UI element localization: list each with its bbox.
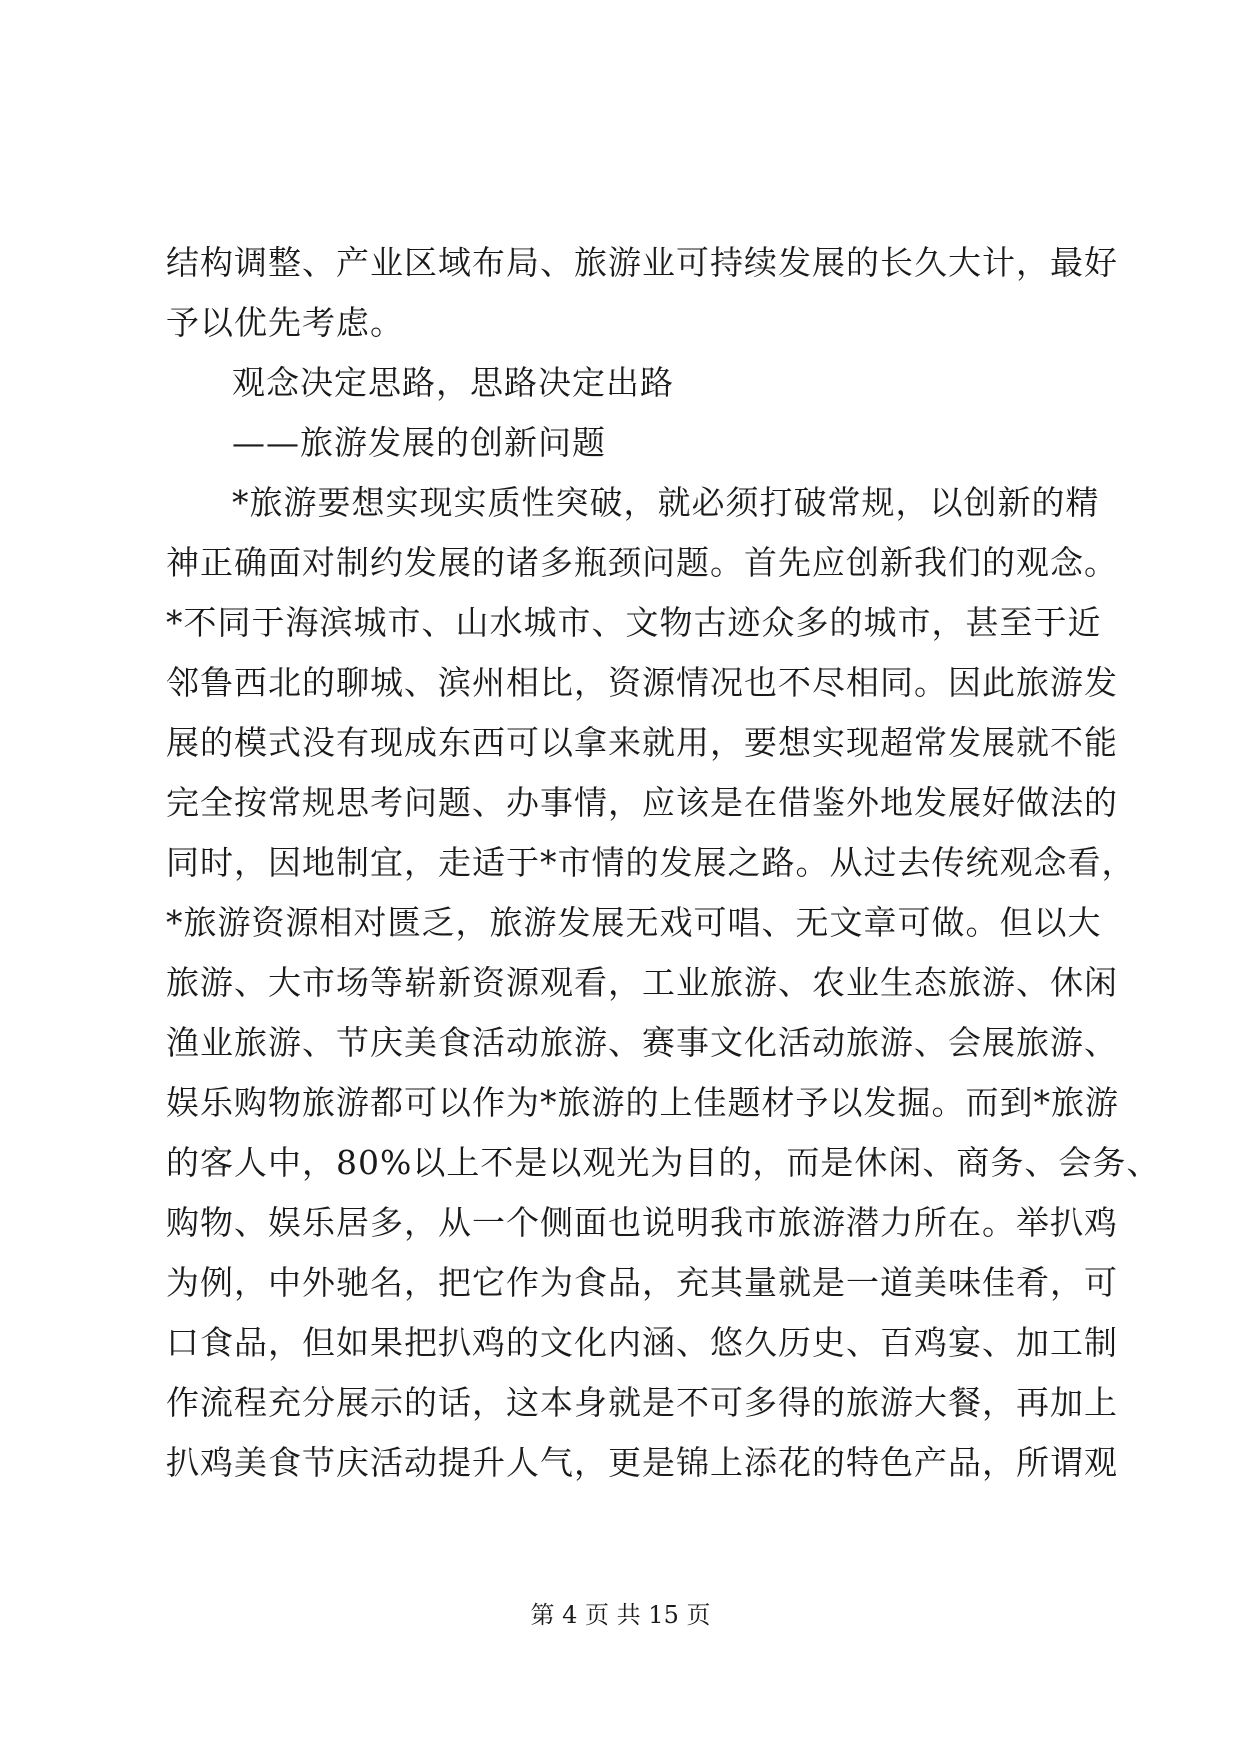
text-line: *不同于海滨城市、山水城市、文物古迹众多的城市，甚至于近 [166,603,1102,642]
text-line: 扒鸡美食节庆活动提升人气，更是锦上添花的特色产品，所谓观 [166,1443,1118,1482]
text-line: 渔业旅游、节庆美食活动旅游、赛事文化活动旅游、会展旅游、 [166,1023,1118,1062]
text-line: 购物、娱乐居多，从一个侧面也说明我市旅游潜力所在。举扒鸡 [166,1203,1118,1242]
text-line: 邻鲁西北的聊城、滨州相比，资源情况也不尽相同。因此旅游发 [166,663,1118,702]
text-line: 予以优先考虑。 [166,303,404,342]
text-line: 同时，因地制宜，走适于*市情的发展之路。从过去传统观念看， [166,843,1136,882]
text-line: 口食品，但如果把扒鸡的文化内涵、悠久历史、百鸡宴、加工制 [166,1323,1118,1362]
text-line: 完全按常规思考问题、办事情，应该是在借鉴外地发展好做法的 [166,783,1118,822]
text-line: *旅游资源相对匮乏，旅游发展无戏可唱、无文章可做。但以大 [166,903,1102,942]
text-line: 娱乐购物旅游都可以作为*旅游的上佳题材予以发掘。而到*旅游 [166,1083,1119,1122]
text-line: 为例，中外驰名，把它作为食品，充其量就是一道美味佳肴，可 [166,1263,1118,1302]
section-subheading: ——旅游发展的创新问题 [232,423,606,462]
page-footer [0,1600,1241,1630]
section-heading: 观念决定思路，思路决定出路 [232,363,674,402]
text-line: 的客人中，80%以上不是以观光为目的，而是休闲、商务、会务、 [166,1143,1161,1182]
paragraph-first-line: *旅游要想实现实质性突破，就必须打破常规，以创新的精 [232,483,1100,522]
text-line: 结构调整、产业区域布局、旅游业可持续发展的长久大计，最好 [166,243,1118,282]
text-line: 神正确面对制约发展的诸多瓶颈问题。首先应创新我们的观念。 [166,543,1118,582]
page-number-label: 第 4 页 共 15 页 [530,1601,711,1629]
text-line: 作流程充分展示的话，这本身就是不可多得的旅游大餐，再加上 [166,1383,1118,1422]
text-line: 展的模式没有现成东西可以拿来就用，要想实现超常发展就不能 [166,723,1118,762]
text-line: 旅游、大市场等崭新资源观看，工业旅游、农业生态旅游、休闲 [166,963,1118,1002]
document-body [166,233,1161,1493]
